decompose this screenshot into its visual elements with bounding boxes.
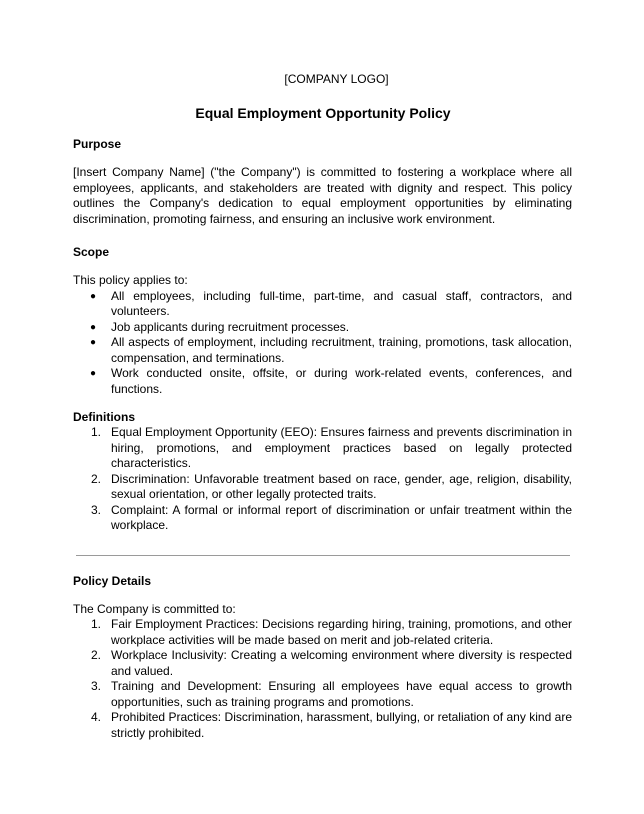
definition-text: Equal Employment Opportunity (EEO): Ensures fairness and prevents discrimination in hiring, promotions, and employment practices based on legally protected characteristics. xyxy=(111,425,572,470)
company-logo-placeholder: [COMPANY LOGO] xyxy=(284,72,389,86)
definition-text: Discrimination: Unfavorable treatment based on race, gender, age, religion, disability, sexual orientation, or other legally protected traits. xyxy=(111,471,572,501)
list-item xyxy=(73,617,572,648)
list-number: 2. xyxy=(91,471,102,486)
list-item xyxy=(73,335,572,366)
list-number: 3. xyxy=(91,502,102,517)
document-title: Equal Employment Opportunity Policy xyxy=(195,105,451,121)
policy-item-text: Fair Employment Practices: Decisions regarding hiring, training, promotions, and other workplace activities will be made based on merit and job-related criteria. xyxy=(111,617,572,647)
policy-details-list xyxy=(73,617,572,741)
definition-text: Complaint: A formal or informal report of discrimination or unfair treatment within the workplace. xyxy=(111,502,572,532)
scope-item-text: All aspects of employment, including recruitment, training, promotions, task allocation, compensation, and terminations. xyxy=(111,335,572,365)
list-item xyxy=(73,648,572,679)
scope-item-text: All employees, including full-time, part-time, and casual staff, contractors, and volunteers. xyxy=(111,288,572,318)
definitions-heading: Definitions xyxy=(73,410,135,424)
list-item xyxy=(73,425,572,472)
bullet-icon: ● xyxy=(90,368,97,379)
bullet-icon: ● xyxy=(90,290,97,302)
list-item xyxy=(73,503,572,534)
scope-item-text: Job applicants during recruitment processes. xyxy=(111,319,350,334)
list-number: 2. xyxy=(91,648,102,662)
purpose-text: [Insert Company Name] ("the Company") is committed to fostering a workplace where all employees, applicants, and stakeholders are treated with dignity and respect. This policy outlines the Company's dedication to equal employment opportunities by eliminating discrimination, promoting fairness, and ensuring an inclusive work environment. xyxy=(73,165,572,226)
bullet-icon: ● xyxy=(90,321,97,333)
list-item xyxy=(73,366,572,397)
list-number: 1. xyxy=(91,425,102,439)
list-number: 3. xyxy=(91,679,102,693)
policy-item-text: Training and Development: Ensuring all employees have equal access to growth opportunities, such as training programs and promotions. xyxy=(111,679,572,709)
definitions-list xyxy=(73,425,572,534)
bullet-icon: ● xyxy=(90,337,97,348)
policy-item-text: Prohibited Practices: Discrimination, harassment, bullying, or retaliation of any kind are strictly prohibited. xyxy=(111,710,572,740)
policy-details-heading: Policy Details xyxy=(73,573,152,588)
list-number: 4. xyxy=(91,710,102,724)
list-item xyxy=(73,289,572,320)
section-divider xyxy=(76,555,570,556)
list-item xyxy=(73,472,572,503)
list-item xyxy=(73,679,572,710)
list-number: 1. xyxy=(91,617,102,631)
scope-item-text: Work conducted onsite, offsite, or during work-related events, conferences, and functions. xyxy=(111,366,572,396)
list-item xyxy=(73,320,572,336)
scope-heading: Scope xyxy=(73,245,110,259)
policy-details-intro: The Company is committed to: xyxy=(73,601,236,616)
purpose-heading: Purpose xyxy=(73,137,122,151)
scope-intro: This policy applies to: xyxy=(73,273,188,287)
scope-list xyxy=(73,289,572,398)
list-item xyxy=(73,710,572,741)
policy-item-text: Workplace Inclusivity: Creating a welcoming environment where diversity is respected and valued. xyxy=(111,648,572,678)
